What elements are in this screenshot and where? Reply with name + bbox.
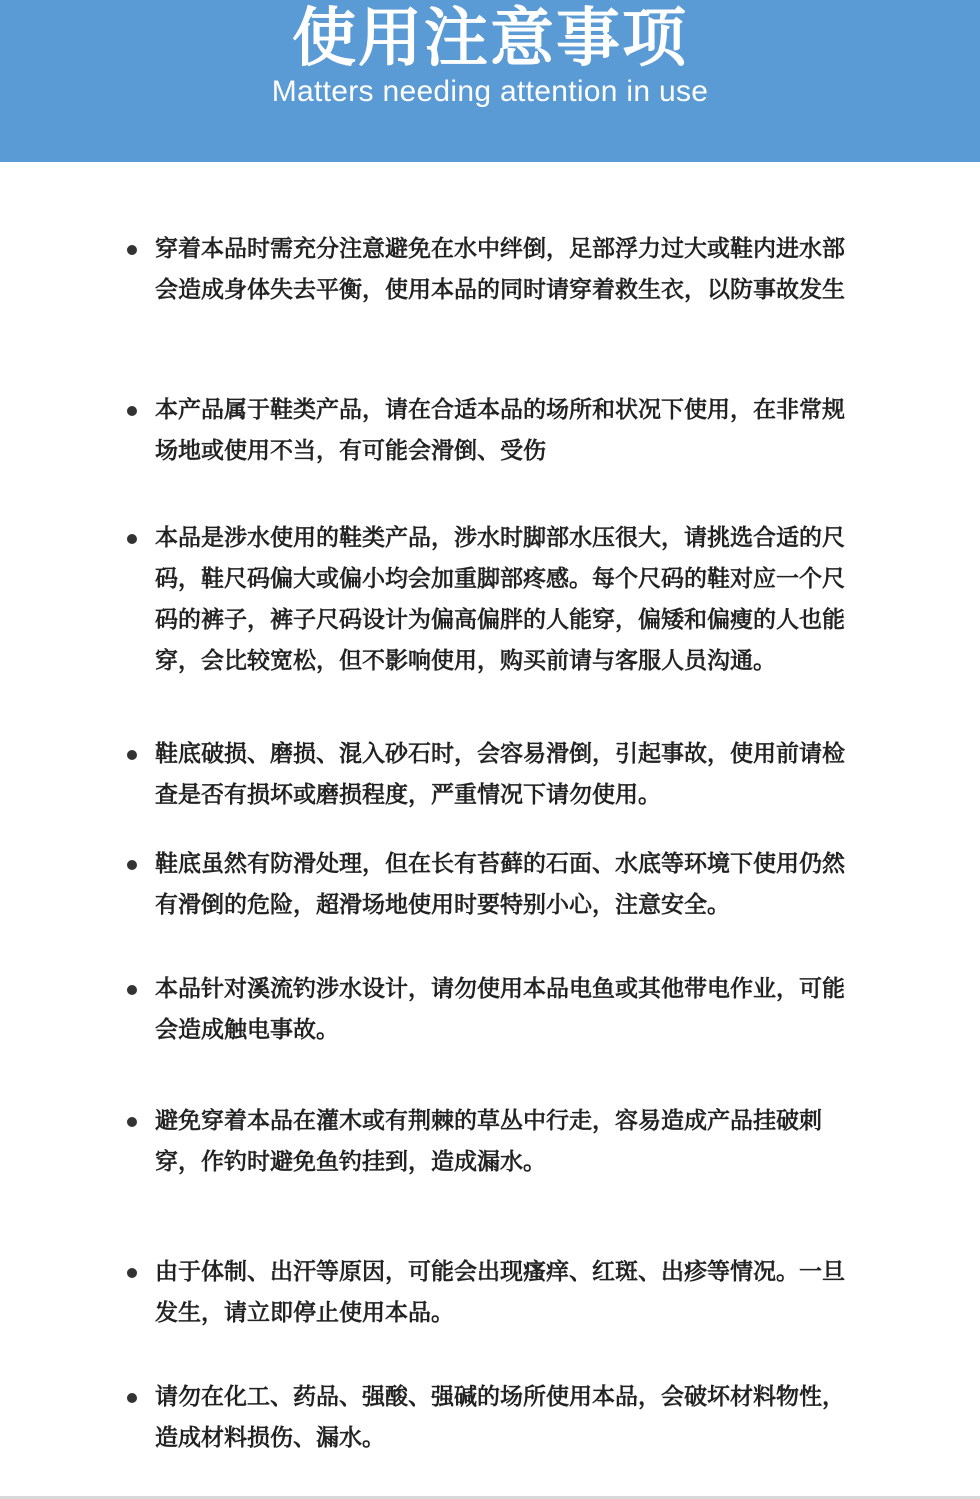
notice-item: 鞋底破损、磨损、混入砂石时，会容易滑倒，引起事故，使用前请检查是否有损坏或磨损程度，严重情况下请勿使用。	[155, 741, 845, 808]
bullet-icon	[127, 985, 137, 995]
notice-item: 避免穿着本品在灌木或有荆棘的草丛中行走，容易造成产品挂破刺穿，作钓时避免鱼钓挂到，造成漏水。	[155, 1108, 822, 1175]
bullet-icon	[127, 245, 137, 255]
notice-item: 本品是涉水使用的鞋类产品，涉水时脚部水压很大，请挑选合适的尺码，鞋尺码偏大或偏小均会加重脚部疼感。每个尺码的鞋对应一个尺码的裤子，裤子尺码设计为偏高偏胖的人能穿，偏矮和偏瘦的人也能穿，会比较宽松，但不影响使用，购买前请与客服人员沟通。	[155, 525, 845, 674]
notice-item: 穿着本品时需充分注意避免在水中绊倒，足部浮力过大或鞋内进水部会造成身体失去平衡，使用本品的同时请穿着救生衣，以防事故发生	[155, 236, 845, 303]
page-subtitle: Matters needing attention in use	[271, 75, 709, 108]
bullet-icon	[127, 1117, 137, 1127]
notice-item: 本品针对溪流钓涉水设计，请勿使用本品电鱼或其他带电作业，可能会造成触电事故。	[155, 976, 845, 1043]
bullet-icon	[127, 1393, 137, 1403]
notice-item: 由于体制、出汗等原因，可能会出现瘙痒、红斑、出疹等情况。一旦发生，请立即停止使用本品。	[155, 1259, 845, 1326]
bullet-icon	[127, 1268, 137, 1278]
notice-item: 本产品属于鞋类产品，请在合适本品的场所和状况下使用，在非常规场地或使用不当，有可能会滑倒、受伤	[155, 397, 845, 464]
notice-item: 鞋底虽然有防滑处理，但在长有苔藓的石面、水底等环境下使用仍然有滑倒的危险，超滑场地使用时要特别小心，注意安全。	[155, 851, 845, 918]
header-banner	[0, 0, 980, 162]
page-title: 使用注意事项	[292, 2, 688, 76]
bullet-icon	[127, 750, 137, 760]
notice-item: 请勿在化工、药品、强酸、强碱的场所使用本品，会破坏材料物性，造成材料损伤、漏水。	[155, 1384, 845, 1451]
bullet-icon	[127, 534, 137, 544]
bullet-icon	[127, 860, 137, 870]
bullet-icon	[127, 406, 137, 416]
